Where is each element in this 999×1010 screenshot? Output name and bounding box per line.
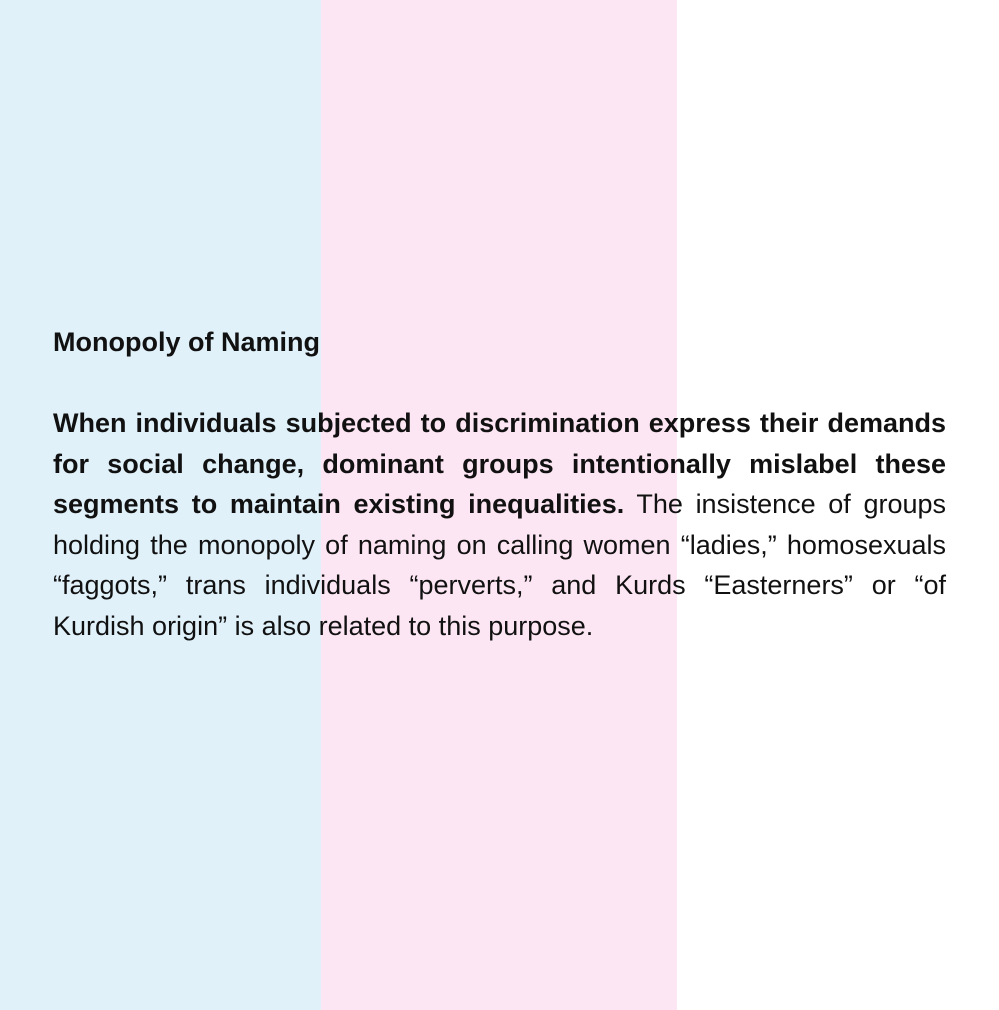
post-heading: Monopoly of Naming xyxy=(53,327,320,357)
post-body xyxy=(53,403,946,647)
post-body-regular: The insistence of groups holding the monopoly of naming on calling women “ladies,” homosexuals “faggots,” trans individuals “perverts,” and Kurds “Easterners” or “of Kurdish origin” is also related to this purpose. xyxy=(53,489,946,641)
post-content xyxy=(53,322,946,647)
post-body-bold: When individuals subjected to discrimination express their demands for social change, dominant groups intentionally mislabel these segments to maintain existing inequalities. xyxy=(53,408,946,520)
